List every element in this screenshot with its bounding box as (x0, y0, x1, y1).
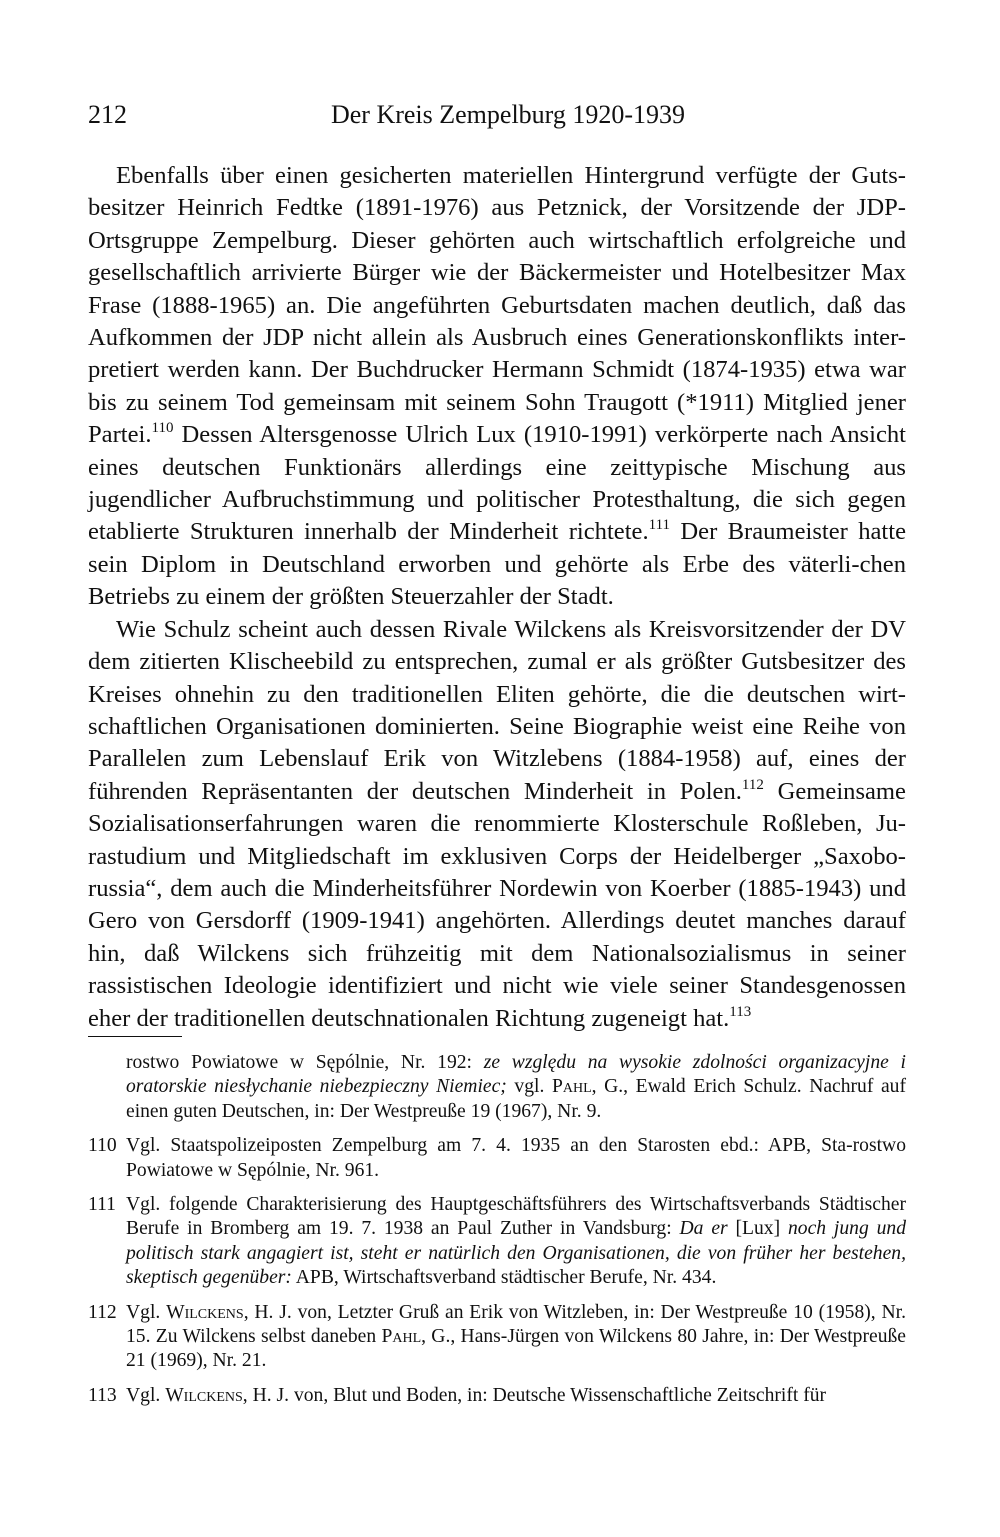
footnote-divider (88, 1036, 182, 1037)
page-header (88, 100, 908, 134)
footnote-ref-112[interactable]: 112 (741, 776, 764, 793)
footnote-number: 112 (88, 1301, 117, 1323)
footnote-112-text-e: , G., Hans-Jürgen von Wilckens 80 Jahre, in: Der Westpreuße 21 (1969), Nr. 21. (126, 1326, 906, 1372)
footnote-113-text-c: , H. J. von, Blut und Boden, in: Deutsche Wissenschaftliche Zeitschrift für (242, 1384, 827, 1406)
running-head: Der Kreis Zempelburg 1920-1939 (330, 100, 686, 129)
footnote-ref-110[interactable]: 110 (151, 420, 174, 437)
footnote-ref-111[interactable]: 111 (648, 517, 671, 534)
footnotes (88, 1051, 906, 1418)
footnote-continuation-author: Pahl (551, 1076, 592, 1098)
footnote-111-quote-b: noch jung und politisch stark angagiert ist, steht er natürlich den Organisationen, die von früher her bestehen, skeptisch gegenüber: (126, 1218, 907, 1289)
footnote-continuation-quote: ze względu na wysokie zdolności organizacyjne i oratorskie niesłychanie niebezpieczny Niemiec; (126, 1052, 906, 1098)
footnote-113 (88, 1384, 906, 1408)
footnote-112-author-a: Wilckens (166, 1301, 244, 1323)
footnote-number: 113 (88, 1384, 117, 1406)
footnote-continuation (88, 1051, 906, 1124)
paragraph-1 (88, 160, 906, 614)
footnote-110 (88, 1134, 906, 1183)
paragraph-1-text-a: Ebenfalls über einen gesicherten materiellen Hintergrund verfügte der Guts-besitzer Heinrich Fedtke (1891-1976) aus Petznick, der Vorsitzende der JDP-Ortsgruppe Zempelburg. Dieser gehörten auch wirtschaftlich erfolgreiche und gesellschaftlich arrivierte Bürger wie der Bäckermeister und Hotelbesitzer Max Frase (1888-1965) an. Die angeführten Geburtsdaten machen deutlich, daß das Aufkommen der JDP nicht allein als Ausbruch eines Generationskonflikts inter-pretiert werden kann. Der Buchdrucker Hermann Schmidt (1874-1935) etwa war bis zu seinem Tod gemeinsam mit seinem Sohn Traugott (*1911) Mitglied jener Partei. (88, 162, 906, 449)
paragraph-1-text-b: Dessen Altersgenosse Ulrich Lux (1910-1991) verkörperte nach Ansicht eines deutschen Funktionärs allerdings eine zeittypische Mischung aus jugendlicher Aufbruchstimmung und politischer Protesthaltung, die sich gegen etablierte Strukturen innerhalb der Minderheit richtete. (88, 421, 906, 546)
footnote-ref-113[interactable]: 113 (729, 1003, 752, 1020)
footnote-continuation-text-a: rostwo Powiatowe w Sępólnie, Nr. 192: (126, 1052, 484, 1073)
footnote-111-text-a: Vgl. folgende Charakterisierung des Hauptgeschäftsführers des Wirtschaftsverbands Städtischer Berufe in Bromberg am 19. 7. 1938 an Paul Zuther in Vandsburg: (126, 1194, 906, 1240)
paragraph-2 (88, 614, 906, 1035)
footnote-number: 110 (88, 1135, 117, 1157)
footnote-112-text-c: , H. J. von, Letzter Gruß an Erik von Witzleben, in: Der Westpreuße 10 (1958), Nr. 15. Zu Wilckens selbst daneben (126, 1301, 906, 1348)
footnote-112 (88, 1301, 906, 1374)
footnote-112-author-b: Pahl (381, 1326, 422, 1348)
footnote-110-text: Vgl. Staatspolizeiposten Zempelburg am 7. 4. 1935 an den Starosten ebd.: APB, Sta-rostwo Powiatowe w Sępólnie, Nr. 961. (126, 1135, 906, 1181)
footnote-continuation-text-c: vgl. (506, 1076, 552, 1098)
footnote-113-author: Wilckens (165, 1384, 243, 1406)
footnote-continuation-text-e: , G., Ewald Erich Schulz. Nachruf auf einen guten Deutschen, in: Der Westpreuße 19 (1967), Nr. 9. (126, 1076, 906, 1122)
footnote-112-text-a: Vgl. (126, 1301, 167, 1323)
body-text (88, 160, 906, 1035)
footnote-111 (88, 1193, 906, 1291)
paragraph-1-text-c: Der Braumeister hatte sein Diplom in Deutschland erworben und gehörte als Erbe des väterli-chen Betriebs zu einem der größten Steuerzahler der Stadt. (88, 518, 906, 611)
paragraph-2-text-b: Gemeinsame Sozialisationserfahrungen waren die renommierte Klosterschule Roßleben, Ju-rastudium und Mitgliedschaft im exklusiven Corps der Heidelberger „Saxobo-russia“, dem auch die Minderheitsführer Nordewin von Koerber (1885-1943) und Gero von Gersdorff (1909-1941) angehörten. Allerdings deutet manches darauf hin, daß Wilckens sich frühzeitig mit dem Nationalsozialismus in seiner rassistischen Ideologie identifiziert und nicht wie viele seiner Standesgenossen eher der traditionellen deutschnationalen Richtung zugeneigt hat. (88, 777, 906, 1032)
footnote-113-text-a: Vgl. (126, 1384, 166, 1406)
footnote-number: 111 (88, 1194, 116, 1216)
footnote-111-text-e: APB, Wirtschaftsverband städtischer Berufe, Nr. 434. (291, 1267, 717, 1289)
footnote-111-text-c: [Lux] (727, 1218, 788, 1240)
paragraph-2-text-a: Wie Schulz scheint auch dessen Rivale Wilckens als Kreisvorsitzender der DV dem zitierten Klischeebild zu entsprechen, zumal er als größter Gutsbesitzer des Kreises ohnehin zu den traditionellen Eliten gehörte, die die deutschen wirt-schaftlichen Organisationen dominierten. Seine Biographie weist eine Reihe von Parallelen zum Lebenslauf Erik von Witzlebens (1884-1958) auf, eines der führenden Repräsentanten der deutschen Minderheit in Polen. (88, 615, 906, 805)
page-number: 212 (88, 100, 127, 129)
footnote-111-quote-a: Da er (679, 1218, 728, 1240)
